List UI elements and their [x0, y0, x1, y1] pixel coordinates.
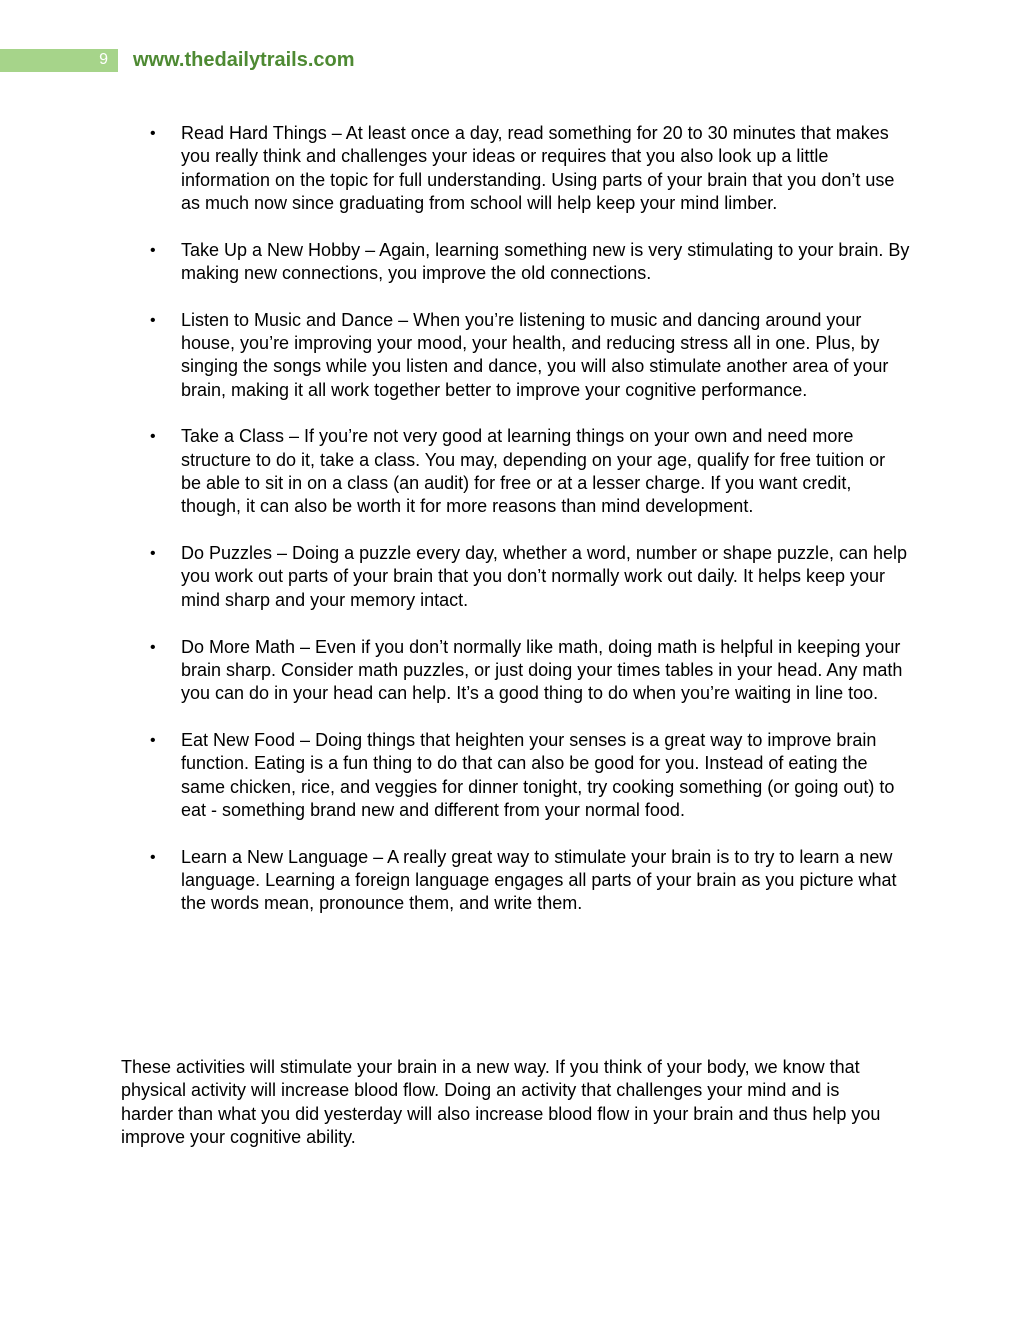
bullet-icon: •	[150, 545, 156, 563]
bullet-icon: •	[150, 241, 156, 259]
list-item-text: Eat New Food – Doing things that heighten your senses is a great way to improve brain function. Eating is a fun thing to do that can also be good for you. Instead of eating the same chicken, rice, and veggies for dinner tonight, try cooking something (or going out) to eat - something brand new and different from your normal food.	[181, 729, 895, 820]
list-item	[150, 542, 910, 612]
list-item-text: Take Up a New Hobby – Again, learning something new is very stimulating to your brain. By making new connections, you improve the old connections.	[181, 239, 910, 283]
list-item	[150, 122, 910, 215]
list-item	[150, 636, 910, 706]
bullet-icon: •	[150, 125, 156, 142]
list-item-text: Learn a New Language – A really great way to stimulate your brain is to try to learn a new language. Learning a foreign language engages all parts of your brain as you picture what the words mean, pronounce them, and write them.	[181, 846, 897, 914]
bullet-icon: •	[150, 428, 156, 446]
closing-paragraph: These activities will stimulate your brain in a new way. If you think of your body, we know that physical activity will increase blood flow. Doing an activity that challenges your mind and is harder than what you did yesterday will also increase blood flow in your brain and thus help you improve your cognitive ability.	[121, 1057, 881, 1147]
list-item-text: Listen to Music and Dance – When you’re listening to music and dancing around your house, you’re improving your mood, your health, and reducing stress all in one. Plus, by singing the songs while you listen and dance, you will also stimulate another area of your brain, making it all work together better to improve your cognitive performance.	[181, 309, 889, 400]
bullet-list	[150, 122, 910, 939]
list-item-text: Do Puzzles – Doing a puzzle every day, whether a word, number or shape puzzle, can help you work out parts of your brain that you don’t normally work out daily. It helps keep your mind sharp and your memory intact.	[181, 543, 908, 610]
page-header	[0, 48, 355, 72]
page-number: 9	[0, 49, 118, 72]
site-url: www.thedailytrails.com	[133, 49, 355, 71]
list-item	[150, 425, 910, 518]
list-item-text: Read Hard Things – At least once a day, read something for 20 to 30 minutes that makes you really think and challenges your ideas or requires that you also look up a little information on the topic for full understanding. Using parts of your brain that you don’t use as much now since graduating from school will help keep your mind limber.	[181, 123, 895, 213]
list-item	[150, 239, 910, 286]
bullet-icon: •	[150, 848, 156, 866]
bullet-icon: •	[150, 731, 156, 749]
bullet-icon: •	[150, 638, 156, 656]
list-item	[150, 729, 910, 822]
list-item	[150, 309, 910, 402]
list-item	[150, 846, 910, 916]
list-item-text: Take a Class – If you’re not very good at learning things on your own and need more structure to do it, take a class. You may, depending on your age, qualify for free tuition or be able to sit in on a class (an audit) for free or at a lesser charge. If you want credit, though, it can also be worth it for more reasons than mind development.	[181, 426, 886, 517]
bullet-icon: •	[150, 311, 156, 329]
list-item-text: Do More Math – Even if you don’t normally like math, doing math is helpful in keeping your brain sharp. Consider math puzzles, or just doing your times tables in your head. Any math you can do in your head can help. It’s a good thing to do when you’re waiting in line too.	[181, 636, 903, 704]
